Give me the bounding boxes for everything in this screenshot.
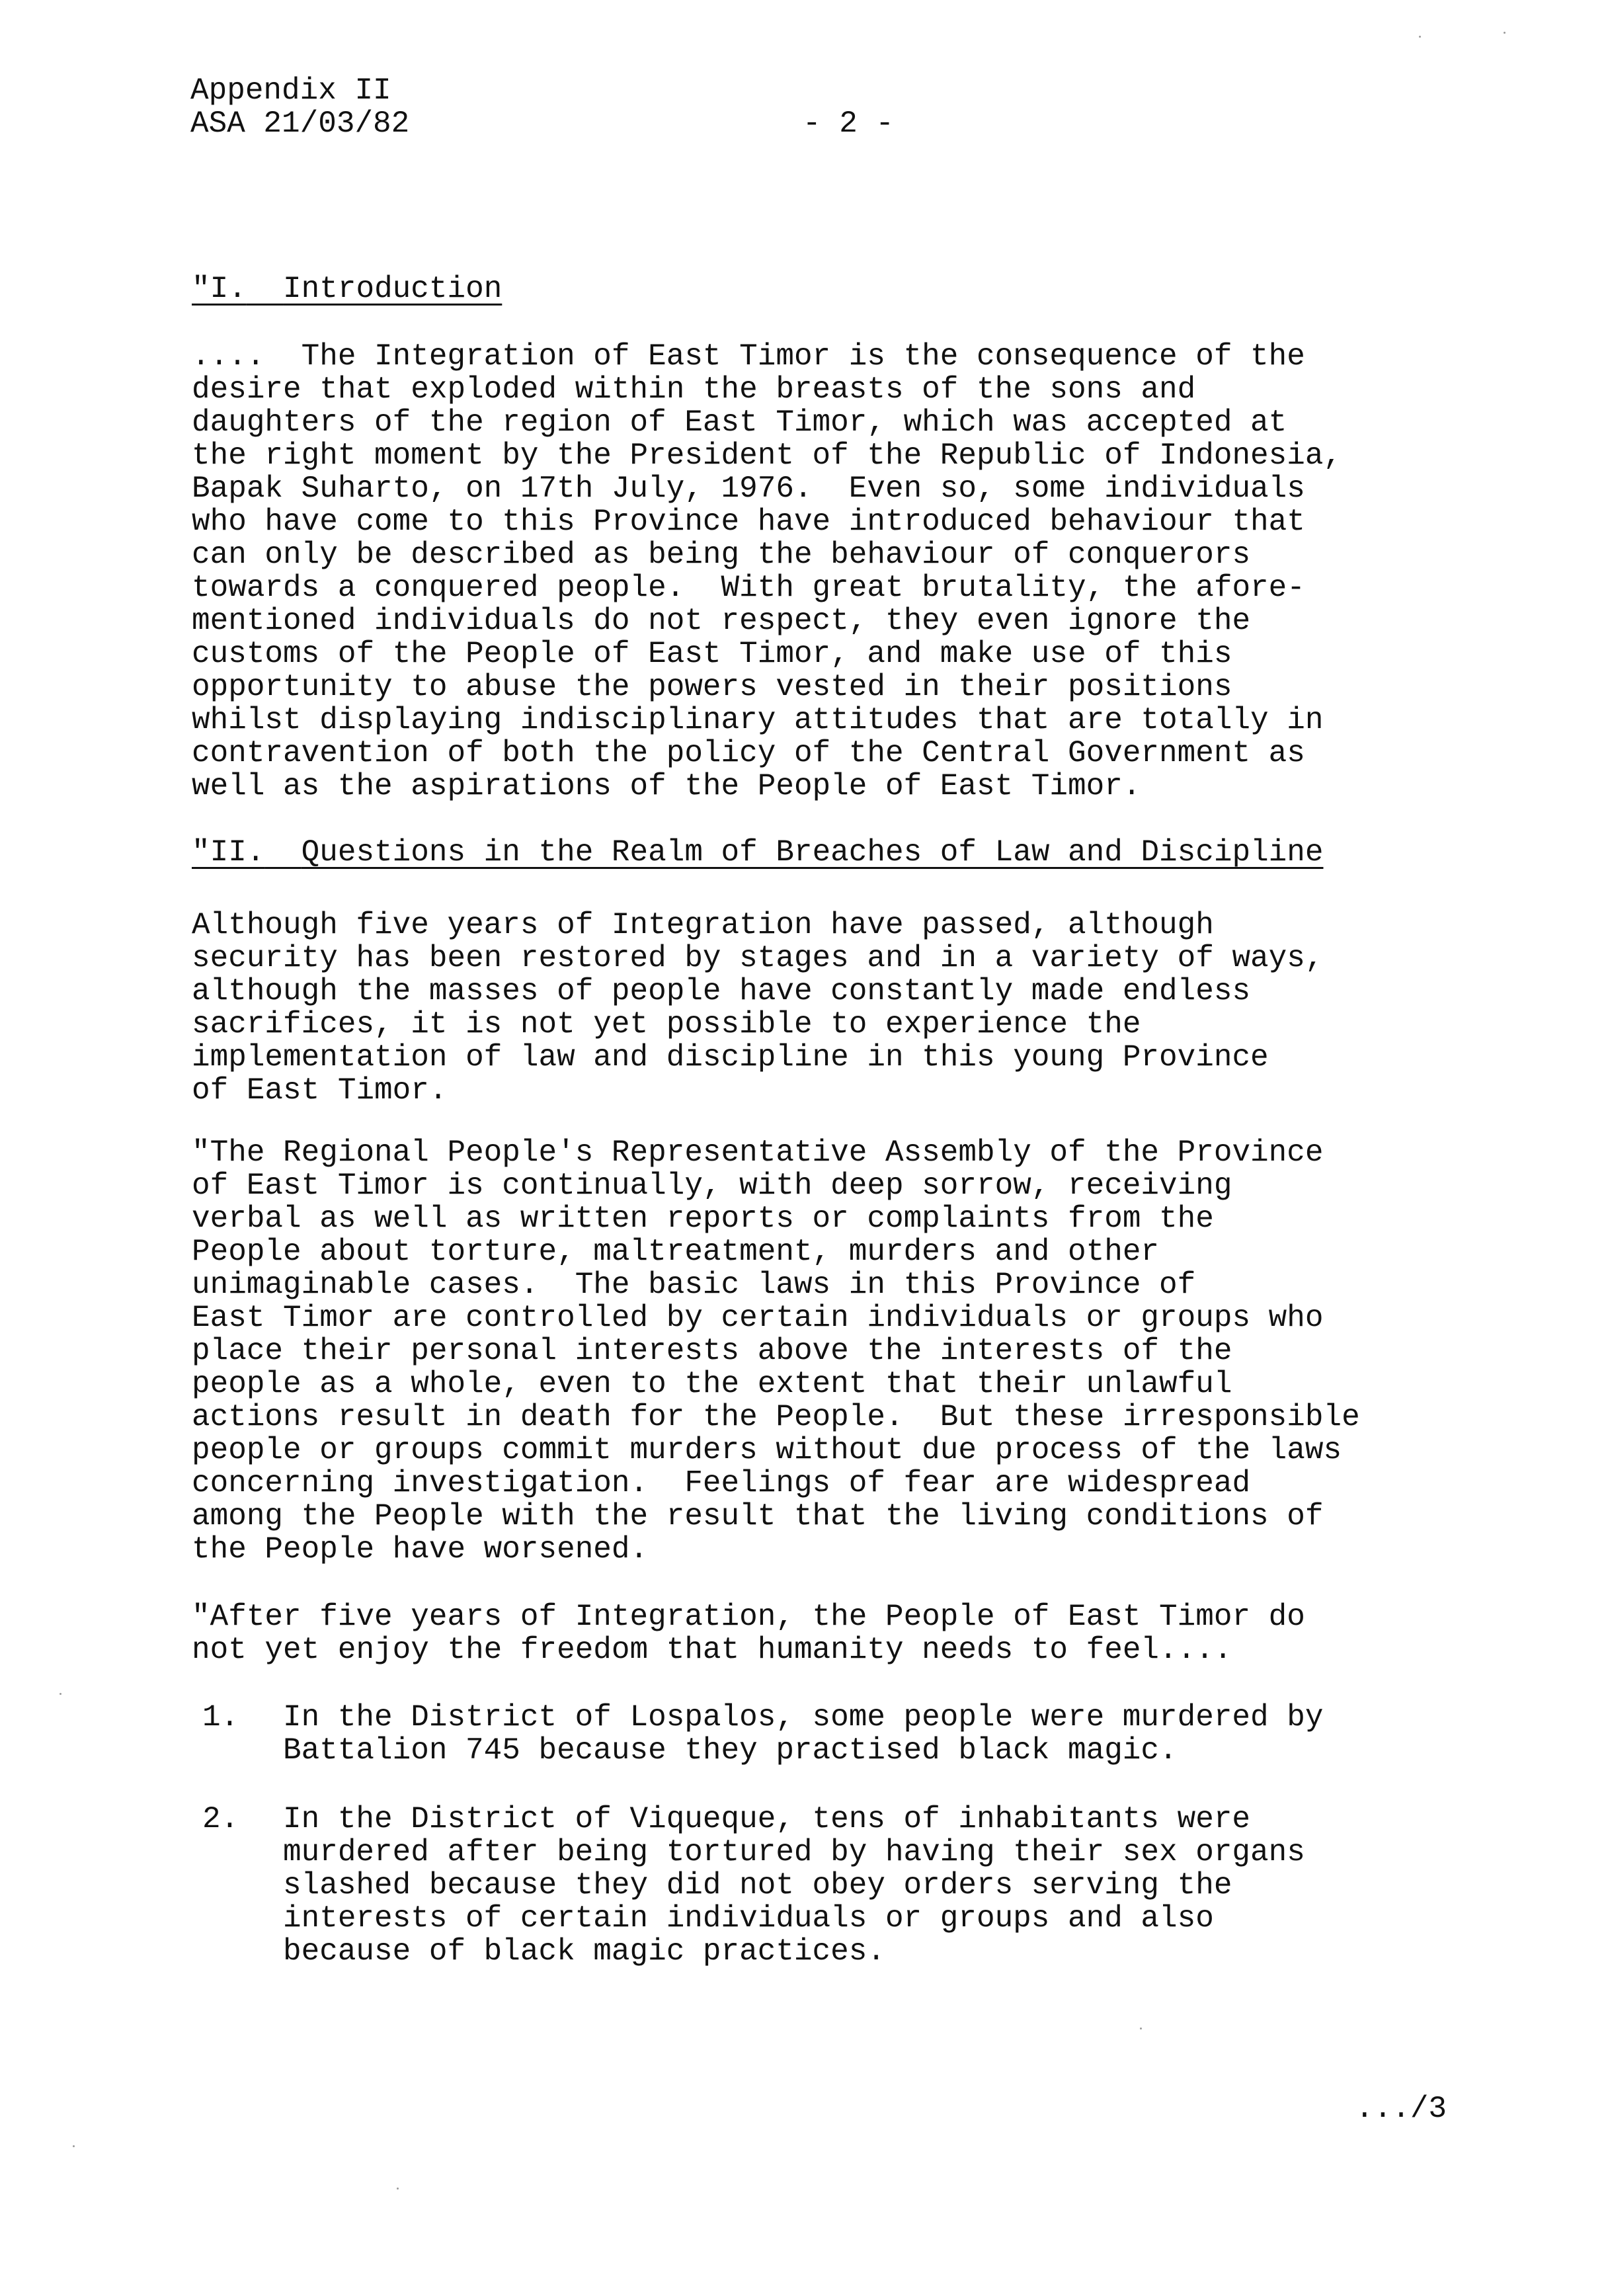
document-header (190, 74, 409, 140)
section-title: Questions in the Realm of Breaches of Law and Discipline (301, 835, 1324, 870)
list-item-text: In the District of Lospalos, some people were murdered by Battalion 745 because they practised black magic. (283, 1700, 1324, 1768)
scan-speck (1504, 32, 1506, 34)
section-heading-breaches (192, 836, 1488, 869)
scan-speck (397, 2188, 399, 2190)
continuation-marker: .../3 (1355, 2092, 1447, 2126)
scan-speck (60, 1693, 61, 1695)
introduction-paragraph: .... The Integration of East Timor is the consequence of the desire that exploded within the breasts of the sons and daughters of the region of East Timor, which was accepted at the right moment by the President of the Republic of Indonesia, Bapak Suharto, on 17th July, 1976. Even so, some individuals who have come to this Province have introduced behaviour that can only be described as being the behaviour of conquerors towards a conquered people. With great brutality, the afore- mentioned individuals do not respect, they even ignore the customs of the People of East Timor, and make use of this opportunity to abuse the powers vested in their positions whilst displaying indisciplinary attitudes that are totally in contravention of both the policy of the Central Government as well as the aspirations of the People of East Timor. (192, 339, 1342, 803)
section-heading-introduction (192, 272, 1488, 306)
appendix-label: Appendix II (190, 73, 391, 108)
section-number: "I. (192, 272, 247, 306)
section-number: "II. (192, 835, 265, 870)
list-item-number: 2. (202, 1802, 239, 1836)
scan-speck (1140, 2028, 1142, 2030)
breaches-paragraph-2: "The Regional People's Representative Assembly of the Province of East Timor is continually, with deep sorrow, receiving verbal as well as written reports or complaints from the People about torture, maltreatment, murders and other unimaginable cases. The basic laws in this Province of East Timor are controlled by certain individuals or groups who place their personal interests above the interests of the people as a whole, even to the extent that their unlawful actions result in death for the People. But these irresponsible people or groups commit murders without due process of the laws concerning investigation. Feelings of fear are widespread among the People with the result that the living conditions of the People have worsened. (192, 1135, 1360, 1567)
document-reference: ASA 21/03/82 (190, 106, 410, 141)
breaches-paragraph-1: Although five years of Integration have passed, although security has been restored by stages and in a variety of ways, although the masses of people have constantly made endless sacrifices, it is not yet possible to experience the implementation of law and discipline in this young Province of East Timor. (192, 908, 1324, 1108)
page-number: - 2 - (803, 106, 895, 141)
scan-speck (73, 2145, 75, 2147)
breaches-paragraph-3: "After five years of Integration, the People of East Timor do not yet enjoy the freedom that humanity needs to feel.... (192, 1600, 1305, 1667)
section-title: Introduction (283, 272, 502, 306)
list-item-number: 1. (202, 1700, 239, 1735)
list-item-text: In the District of Viqueque, tens of inhabitants were murdered after being tortured by having their sex organs slashed because they did not obey orders serving the interests of certain individuals or groups and also because of black magic practices. (283, 1802, 1305, 1969)
scan-speck (1419, 36, 1421, 38)
